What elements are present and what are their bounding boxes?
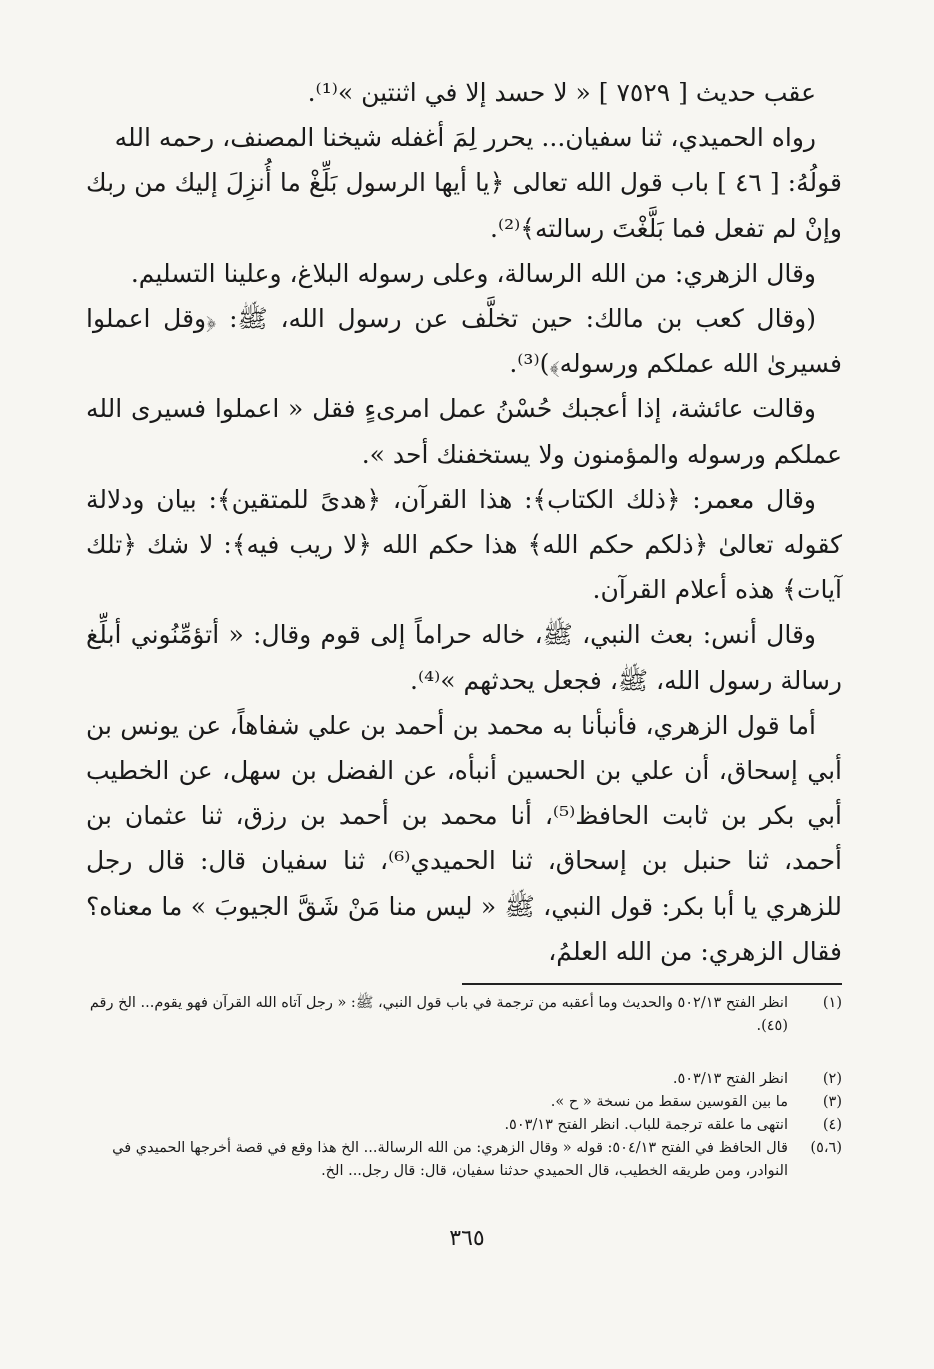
paragraph: وقالت عائشة، إذا أعجبك حُسْنُ عمل امرىءٍ فقل « اعملوا فسيرى الله عملكم ورسوله والمؤمنون ولا يستخفنك أحد ». [86,394,842,469]
footnote-number: (٣) [822,1094,842,1110]
paragraph: وقال أنس: بعث النبي، ﷺ، خاله حراماً إلى قوم وقال: « أتؤمِّنُوني أبلِّغ رسالة رسول الله، ﷺ، فجعل يحدثهم »⁽⁴⁾. [86,620,842,695]
footnote-text: انظر الفتح ٥٠٣/١٣. [672,1071,788,1087]
paragraph: وقال الزهري: من الله الرسالة، وعلى رسوله البلاغ، وعلينا التسليم. [130,258,816,288]
footnote [86,1114,842,1137]
main-text [86,70,842,974]
footnotes [86,992,842,1183]
paragraph: رواه الحميدي، ثنا سفيان... يحرر لِمَ أغفله شيخنا المصنف، رحمه الله [114,123,816,153]
footnote [86,1068,842,1091]
footnote-number: (٥،٦) [810,1140,842,1156]
footnote [86,1091,842,1114]
page-number: ٣٦٥ [449,1226,485,1251]
footnote-text: قال الحافظ في الفتح ٥٠٤/١٣: قوله « وقال الزهري: من الله الرسالة... الخ هذا وقع في قصة أخرجها الحميدي في النوادر، ومن طريقه الخطيب، قال الحميدي حدثنا سفيان، قال: قال رجل... الخ. [112,1140,788,1179]
footnote-text: انظر الفتح ٥٠٢/١٣ والحديث وما أعقبه من ترجمة في باب قول النبي، ﷺ: « رجل آتاه الله القرآن فهو يقوم... الخ رقم (٤٥). [89,995,788,1034]
paragraph: وقال معمر: ﴿ذلك الكتاب﴾: هذا القرآن، ﴿هدىً للمتقين﴾: بيان ودلالة كقوله تعالىٰ ﴿ذلكم حكم الله﴾ هذا حكم الله ﴿لا ريب فيه﴾: لا شك ﴿تلك آيات﴾ هذه أعلام القرآن. [86,484,842,605]
footnote-divider [462,983,842,985]
paragraph: أما قول الزهري، فأنبأنا به محمد بن أحمد بن علي شفاهاً، عن يونس بن أبي إسحاق، أن علي بن الحسين أنبأه، عن الفضل بن سهل، عن الخطيب أبي بكر بن ثابت الحافظ⁽⁵⁾، أنا محمد بن أحمد بن رزق، ثنا عثمان بن أحمد، ثنا حنبل بن إسحاق، ثنا الحميدي⁽⁶⁾، ثنا سفيان قال: قال رجل للزهري يا أبا بكر: قول النبي، ﷺ « ليس منا مَنْ شَقَّ الجيوبَ » ما معناه؟ فقال الزهري: من الله العلمُ، [86,710,843,966]
paragraph: قولُهُ: [ ٤٦ ] باب قول الله تعالى ﴿يا أيها الرسول بَلِّغْ ما أُنزِلَ إليك من ربك وإنْ لم تفعل فما بَلَّغْتَ رسالته﴾⁽²⁾. [86,168,842,243]
footnote-number: (٢) [822,1071,842,1087]
footnote-number: (١) [822,995,842,1011]
footnote-text: انتهى ما علقه ترجمة للباب. انظر الفتح ٥٠٣/١٣. [504,1117,788,1133]
footnote [86,992,842,1038]
footnote-text: ما بين القوسين سقط من نسخة « ح ». [550,1094,788,1110]
footnote-number: (٤) [822,1117,842,1133]
paragraph: (وقال كعب بن مالك: حين تخلَّف عن رسول الله، ﷺ: ﴿وقل اعملوا فسيرىٰ الله عملكم ورسوله﴾)⁽³⁾. [86,304,842,379]
footnote [86,1137,842,1183]
paragraph: عقب حديث [ ٧٥٢٩ ] « لا حسد إلا في اثنتين »⁽¹⁾. [307,78,816,107]
